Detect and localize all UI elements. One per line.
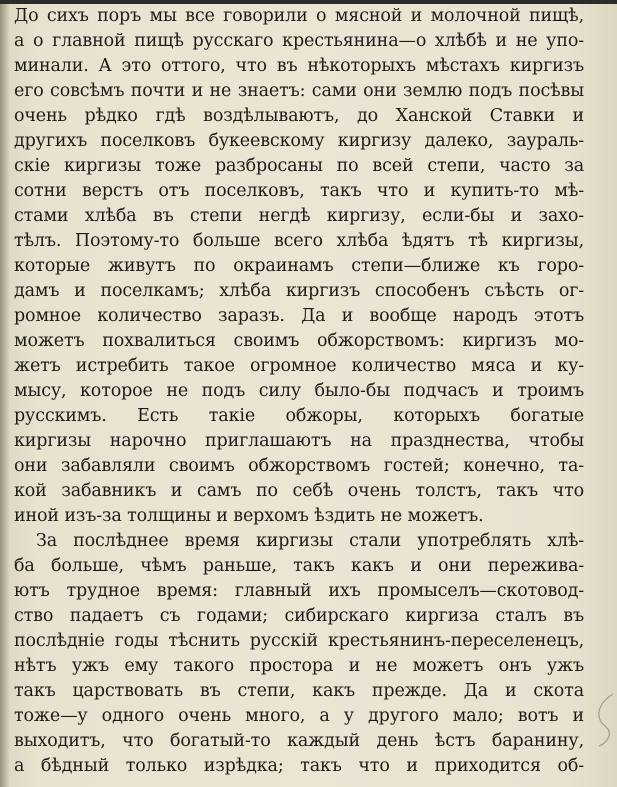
page-gutter-shadow	[0, 0, 10, 787]
paragraph-start-line: За послѣднее время киргизы стали употреблять хлѣ-	[36, 531, 584, 551]
text-line: ство падаетъ съ годами; сибирскаго киргиза сталъ въ	[14, 606, 584, 626]
text-line: выходитъ, что богатый-то каждый день ѣстъ баранину,	[14, 731, 584, 751]
text-line: жетъ истребить такое огромное количество мяса и ку-	[14, 356, 584, 376]
text-line: можетъ похвалиться своимъ обжорствомъ: киргизъ мо-	[14, 331, 584, 351]
text-line: кой забавникъ и самъ по себѣ очень толстъ, такъ что	[14, 481, 584, 501]
text-line: а бѣдный только изрѣдка; такъ что и приходится об-	[14, 756, 584, 776]
text-line: дамъ и поселкамъ; хлѣба киргизъ способенъ съѣсть ог-	[14, 281, 584, 301]
margin-pencil-mark	[591, 690, 617, 750]
text-line: сотни верстъ отъ поселковъ, такъ что и купить-то мѣ-	[14, 181, 584, 201]
text-line: другихъ поселковъ букеевскому киргизу далеко, заураль-	[14, 131, 584, 151]
text-line: которые живутъ по окраинамъ степи—ближе къ горо-	[14, 256, 584, 276]
text-line: они забавляли своимъ обжорствомъ гостей; конечно, та-	[14, 456, 584, 476]
paragraph-end-line: иной изъ-за толщины и верхомъ ѣздить не можетъ.	[14, 506, 484, 526]
text-line: ромное количество заразъ. Да и вообще народъ этотъ	[14, 306, 584, 326]
text-line: его совсѣмъ почти и не знаетъ: сами они землю подъ посѣвы	[14, 81, 584, 101]
text-line: мысу, которое не подъ силу было-бы подчасъ и троимъ	[14, 381, 584, 401]
text-line: послѣдніе годы тѣснить русскій крестьянинъ-переселенецъ,	[14, 631, 584, 651]
text-line: такъ царствовать въ степи, какъ прежде. Да и скота	[14, 681, 584, 701]
text-line: ютъ трудное время: главный ихъ промыселъ—скотовод-	[14, 581, 584, 601]
text-line: тѣлъ. Поэтому-то больше всего хлѣба ѣдятъ тѣ киргизы,	[14, 231, 584, 251]
text-line: русскимъ. Есть такіе обжоры, которыхъ богатые	[14, 406, 584, 426]
text-line: скіе киргизы тоже разбросаны по всей степи, часто за	[14, 156, 584, 176]
text-line: минали. А это оттого, что въ нѣкоторыхъ мѣстахъ киргизъ	[14, 56, 584, 76]
body-text	[14, 4, 584, 779]
text-line: ба больше, чѣмъ раньше, такъ какъ и они пережива-	[14, 556, 584, 576]
text-line: а о главной пищѣ русскаго крестьянина—о хлѣбѣ и не упо-	[14, 31, 584, 51]
text-line: нѣтъ ужъ ему такого простора и не можетъ онъ ужъ	[14, 656, 584, 676]
text-line: очень рѣдко гдѣ воздѣлываютъ, до Ханской Ставки и	[14, 106, 584, 126]
text-line: киргизы нарочно приглашаютъ на празднества, чтобы	[14, 431, 584, 451]
text-line: До сихъ поръ мы все говорили о мясной и молочной пищѣ,	[14, 6, 584, 26]
text-line: стами хлѣба въ степи негдѣ киргизу, если-бы и захо-	[14, 206, 584, 226]
text-line: тоже—у одного очень много, а у другого мало; вотъ и	[14, 706, 584, 726]
